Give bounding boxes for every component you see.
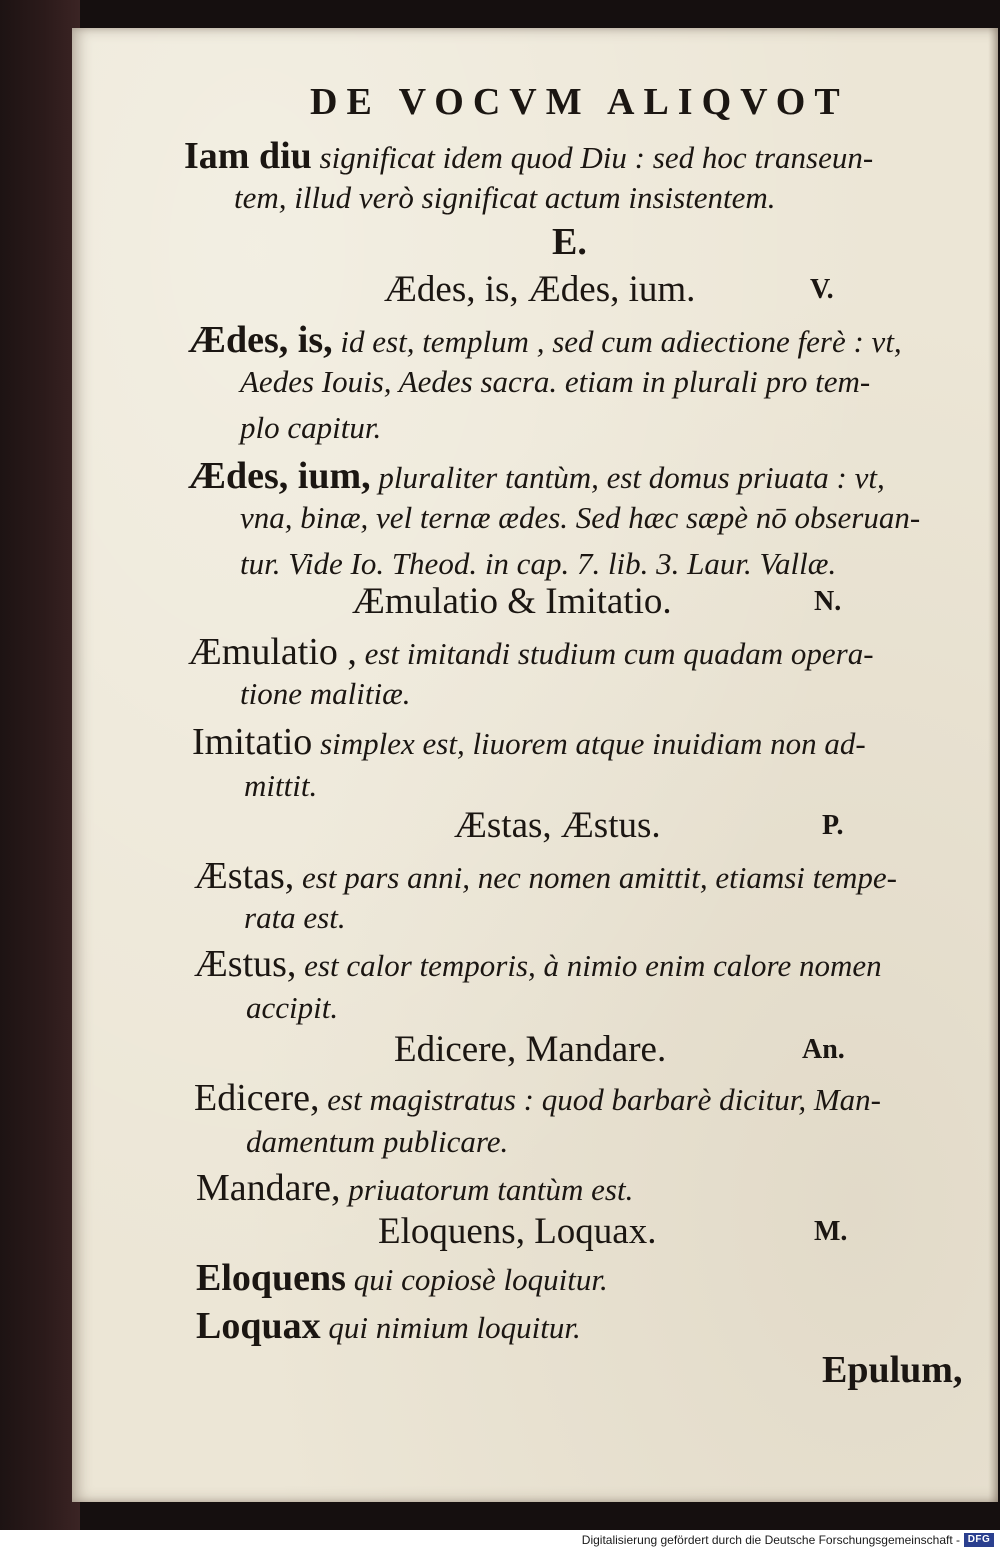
running-title: DE VOCVM ALIQVOT [310, 81, 849, 123]
entry-aemulatio-line2: tione malitiæ. [240, 676, 411, 711]
entry-aestas-line1 [194, 854, 897, 898]
entry-lead: Loquax [196, 1305, 321, 1347]
entry-lead: Æmulatio , [188, 631, 357, 673]
aemulatio-heading-mark: N. [814, 586, 842, 617]
entry-aedes-is-line1 [188, 318, 902, 362]
aedes-heading-mark: V. [810, 274, 834, 305]
entry-lead: Mandare, [196, 1167, 341, 1209]
entry-iamdiu-line2: tem, illud verò significat actum insistentem. [234, 180, 776, 215]
dfg-logo-icon[interactable]: DFG [964, 1533, 994, 1547]
entry-aestas-line2: rata est. [244, 900, 346, 935]
aemulatio-heading: Æmulatio & Imitatio. [352, 581, 672, 622]
entry-text: est magistratus : quod barbarè dicitur, Man- [319, 1082, 881, 1117]
entry-imitatio-line1 [192, 720, 866, 764]
entry-aedes-is-line3: plo capitur. [240, 410, 382, 445]
aedes-heading: Ædes, is, Ædes, ium. [384, 269, 696, 310]
entry-text: qui copiosè loquitur. [345, 1262, 608, 1297]
book-binding [0, 0, 80, 1530]
entry-aestus-line2: accipit. [246, 990, 339, 1025]
entry-text: qui nimium loquitur. [320, 1310, 581, 1345]
edicere-heading: Edicere, Mandare. [394, 1029, 667, 1070]
page-edge [988, 28, 998, 1502]
entry-text: priuatorum tantùm est. [340, 1172, 634, 1207]
entry-aestus-line1 [194, 942, 882, 986]
entry-iamdiu-line1 [184, 134, 873, 178]
section-letter: E. [552, 221, 587, 263]
entry-loquax-line1 [196, 1304, 581, 1348]
entry-aedes-ium-line1 [188, 454, 885, 498]
entry-lead: Ædes, is, [188, 319, 333, 361]
entry-mandare-line1 [196, 1166, 633, 1210]
aestas-heading: Æstas, Æstus. [454, 805, 661, 846]
edicere-heading-mark: An. [802, 1034, 845, 1065]
entry-eloquens-line1 [196, 1256, 608, 1300]
entry-lead: Iam diu [184, 135, 312, 177]
eloquens-heading: Eloquens, Loquax. [378, 1211, 657, 1252]
footer-credit: Digitalisierung gefördert durch die Deutsche Forschungsgemeinschaft - [581, 1533, 960, 1547]
entry-aedes-ium-line2: vna, binæ, vel ternæ ædes. Sed hæc sæpè nō obseruan- [240, 500, 921, 535]
catchword: Epulum, [822, 1349, 963, 1391]
entry-edicere-line1 [194, 1076, 881, 1120]
book-page [72, 28, 998, 1502]
entry-text: id est, templum , sed cum adiectione ferè : vt, [332, 324, 902, 359]
entry-lead: Edicere, [194, 1077, 320, 1119]
entry-aemulatio-line1 [188, 630, 874, 674]
entry-lead: Imitatio [192, 721, 313, 763]
entry-lead: Eloquens [196, 1257, 346, 1299]
entry-lead: Æstus, [194, 943, 297, 985]
entry-text: est pars anni, nec nomen amittit, etiamsi tempe- [294, 860, 897, 895]
entry-aedes-is-line2: Aedes Iouis, Aedes sacra. etiam in plurali pro tem- [240, 364, 871, 399]
entry-text: est imitandi studium cum quadam opera- [356, 636, 874, 671]
entry-imitatio-line2: mittit. [244, 768, 318, 803]
entry-aedes-ium-line3: tur. Vide Io. Theod. in cap. 7. lib. 3. Laur. Vallæ. [240, 546, 837, 581]
entry-text: simplex est, liuorem atque inuidiam non ad- [312, 726, 866, 761]
entry-lead: Æstas, [194, 855, 295, 897]
entry-edicere-line2: damentum publicare. [246, 1124, 509, 1159]
entry-text: pluraliter tantùm, est domus priuata : vt, [370, 460, 885, 495]
eloquens-heading-mark: M. [814, 1216, 848, 1247]
entry-lead: Ædes, ium, [188, 455, 371, 497]
entry-text: significat idem quod Diu : sed hoc transeun- [311, 140, 874, 175]
entry-text: est calor temporis, à nimio enim calore nomen [296, 948, 882, 983]
aestas-heading-mark: P. [822, 810, 844, 841]
